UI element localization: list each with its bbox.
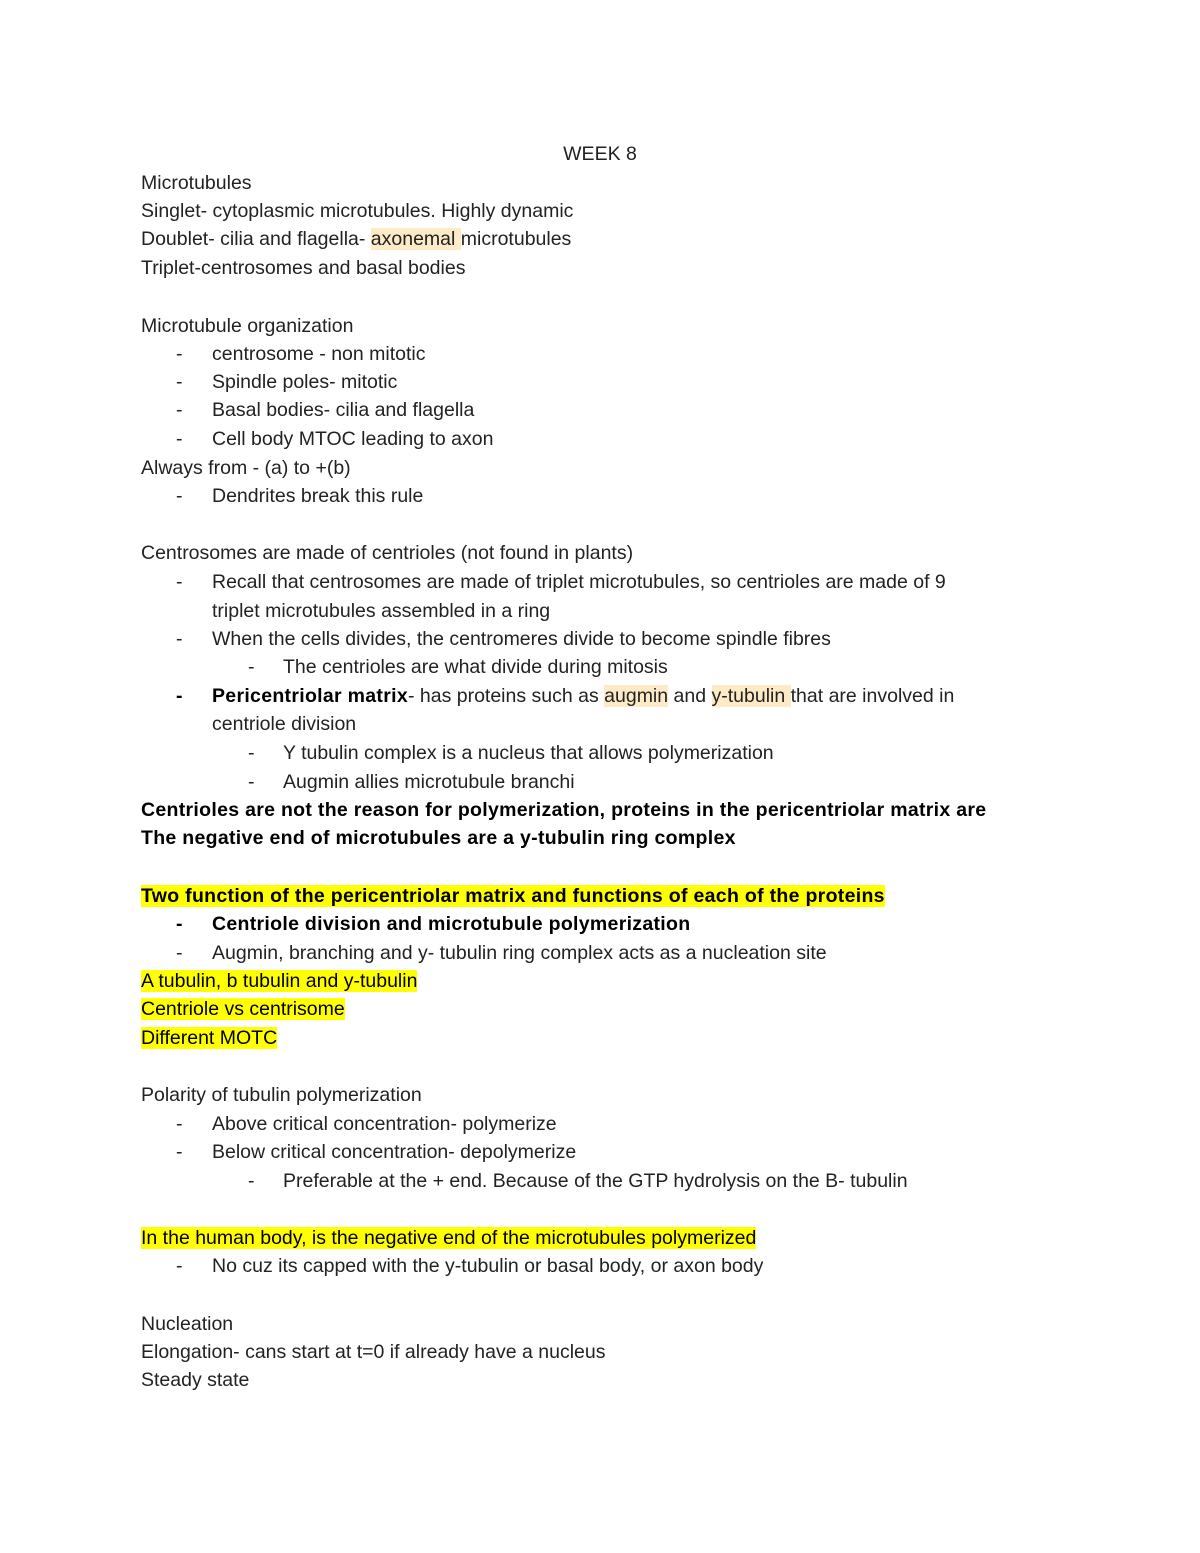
line-steady-state: Steady state	[141, 1369, 250, 1391]
line-doublet: Doublet- cilia and flagella- axonemal microtubules	[141, 228, 572, 250]
highlight-line: Different MOTC	[141, 1027, 278, 1049]
list-item: Spindle poles- mitotic	[212, 371, 398, 393]
bullet-dash: -	[248, 656, 255, 678]
list-item: Y tubulin complex is a nucleus that allows polymerization	[283, 742, 774, 764]
bullet-dash: -	[176, 942, 183, 964]
heading-organization: Microtubule organization	[141, 315, 354, 337]
list-item: Basal bodies- cilia and flagella	[212, 399, 475, 421]
bold-line: Centrioles are not the reason for polymerization, proteins in the pericentriolar matrix are	[141, 799, 987, 821]
list-item: The centrioles are what divide during mitosis	[283, 656, 668, 678]
bullet-dash: -	[176, 343, 183, 365]
highlight-y-tubulin: y-tubulin	[711, 685, 791, 707]
heading-polarity: Polarity of tubulin polymerization	[141, 1084, 422, 1106]
list-item: Centriole division and microtubule polymerization	[212, 913, 691, 935]
list-item: Recall that centrosomes are made of triplet microtubules, so centrioles are made of 9	[212, 571, 946, 593]
bullet-dash: -	[176, 1113, 183, 1135]
bullet-dash: -	[176, 485, 183, 507]
heading-microtubules: Microtubules	[141, 172, 252, 194]
line-always: Always from - (a) to +(b)	[141, 457, 351, 479]
list-item-cont: centriole division	[212, 713, 357, 735]
list-item: Cell body MTOC leading to axon	[212, 428, 494, 450]
list-item: No cuz its capped with the y-tubulin or basal body, or axon body	[212, 1255, 764, 1277]
highlight-line: A tubulin, b tubulin and y-tubulin	[141, 970, 418, 992]
page-title: WEEK 8	[563, 143, 637, 165]
bullet-dash: -	[176, 1255, 183, 1277]
list-item: Above critical concentration- polymerize	[212, 1113, 557, 1135]
list-item: centrosome - non mitotic	[212, 343, 426, 365]
line-elongation: Elongation- cans start at t=0 if already have a nucleus	[141, 1341, 606, 1363]
line-singlet: Singlet- cytoplasmic microtubules. Highly dynamic	[141, 200, 574, 222]
list-item-pcm: Pericentriolar matrix- has proteins such as augmin and y-tubulin that are involved in	[212, 685, 955, 707]
list-item: Preferable at the + end. Because of the GTP hydrolysis on the B- tubulin	[283, 1170, 908, 1192]
list-item-cont: triplet microtubules assembled in a ring	[212, 600, 551, 622]
bullet-dash: -	[248, 1170, 255, 1192]
highlight-question: In the human body, is the negative end of the microtubules polymerized	[141, 1227, 757, 1249]
highlight-axonemal: axonemal	[370, 228, 461, 250]
bullet-dash: -	[176, 371, 183, 393]
bullet-dash: -	[176, 571, 183, 593]
highlight-line: Centriole vs centrisome	[141, 998, 345, 1020]
line-triplet: Triplet-centrosomes and basal bodies	[141, 257, 466, 279]
bullet-dash: -	[176, 1141, 183, 1163]
list-item: When the cells divides, the centromeres divide to become spindle fibres	[212, 628, 831, 650]
question-heading: Two function of the pericentriolar matrix and functions of each of the proteins	[141, 885, 885, 907]
line-nucleation: Nucleation	[141, 1313, 234, 1335]
bullet-dash: -	[176, 685, 183, 707]
list-item: Dendrites break this rule	[212, 485, 424, 507]
list-item: Augmin, branching and y- tubulin ring complex acts as a nucleation site	[212, 942, 827, 964]
heading-centrosomes: Centrosomes are made of centrioles (not found in plants)	[141, 542, 634, 564]
bullet-dash: -	[176, 428, 183, 450]
highlight-augmin: augmin	[604, 685, 669, 707]
list-item: Augmin allies microtubule branchi	[283, 771, 575, 793]
bullet-dash: -	[176, 399, 183, 421]
bullet-dash: -	[176, 913, 183, 935]
list-item: Below critical concentration- depolymerize	[212, 1141, 577, 1163]
bullet-dash: -	[176, 628, 183, 650]
bullet-dash: -	[248, 771, 255, 793]
bold-line: The negative end of microtubules are a y-tubulin ring complex	[141, 827, 736, 849]
bullet-dash: -	[248, 742, 255, 764]
